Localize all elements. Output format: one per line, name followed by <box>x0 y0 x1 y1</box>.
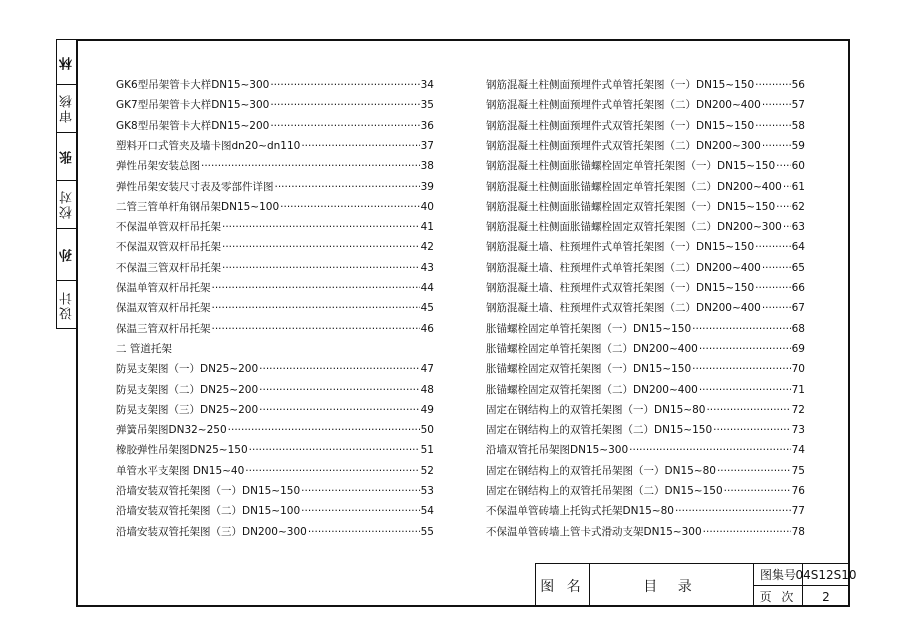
leader-dots <box>212 320 420 338</box>
leader-dots <box>301 137 419 155</box>
section-heading: 二 管道托架 <box>116 342 172 355</box>
contents-entry <box>116 137 434 155</box>
entry-page-number: 51 <box>420 444 434 457</box>
leader-dots <box>699 381 791 399</box>
contents-entry <box>486 523 805 541</box>
entry-title: 沿墙安装双管托架图（三）DN200~300 <box>116 525 307 538</box>
contents-entry <box>486 137 805 155</box>
leader-dots <box>270 117 419 135</box>
atlas-number-label: 图集号 <box>759 568 796 582</box>
entry-title: 胀锚螺栓固定单管托架图（一）DN15~150 <box>486 322 692 335</box>
entry-title: 保温单管双杆吊托架 <box>116 282 211 294</box>
entry-title: 钢筋混凝土柱侧面预埋件式双管托架图（二）DN200~300 <box>486 139 761 152</box>
entry-title: 不保温单管双杆吊托架 <box>116 221 221 234</box>
entry-title: 橡胶弹性吊架图DN25~150 <box>116 444 248 457</box>
contents-entry <box>116 299 434 317</box>
contents-entry <box>116 401 434 419</box>
leader-dots <box>259 381 419 399</box>
entry-title: 钢筋混凝土柱侧面预埋件式双管托架图（一）DN15~150 <box>486 119 755 132</box>
contents-entry <box>116 178 434 196</box>
leader-dots <box>762 259 791 277</box>
entry-title: 沿墙安装双管托架图（一）DN15~150 <box>116 485 301 497</box>
entry-title: 沿墙双管托吊架图DN15~300 <box>486 444 629 457</box>
leader-dots <box>222 218 420 236</box>
entry-title: 弹簧吊架图DN32~250 <box>116 424 227 437</box>
page-number-value: 2 <box>822 589 830 604</box>
entry-page-number: 64 <box>791 241 805 254</box>
entry-title: 钢筋混凝土墙、柱预埋件式双管托架图（一）DN15~150 <box>486 282 755 294</box>
contents-entry <box>116 218 434 236</box>
contents-entry <box>116 523 434 541</box>
entry-page-number: 72 <box>791 403 805 416</box>
leader-dots <box>706 401 790 419</box>
page-number-label: 页 次 <box>759 590 797 604</box>
entry-page-number: 44 <box>420 282 434 294</box>
entry-title: 固定在钢结构上的双管托架图（二）DN15~150 <box>486 424 713 437</box>
signature-strip <box>56 39 76 329</box>
entry-page-number: 66 <box>791 282 805 294</box>
entry-title: 钢筋混凝土柱侧面胀锚螺栓固定单管托架图（二）DN200~400 <box>486 180 782 193</box>
contents-entry <box>486 157 805 175</box>
leader-dots <box>776 157 790 175</box>
leader-dots <box>259 401 419 419</box>
leader-dots <box>762 299 791 317</box>
leader-dots <box>201 157 420 175</box>
entry-page-number: 49 <box>420 403 434 416</box>
leader-dots <box>762 96 791 114</box>
leader-dots <box>762 137 791 155</box>
contents-entry <box>116 441 434 459</box>
leader-dots <box>692 320 790 338</box>
entry-title: 钢筋混凝土柱侧面胀锚螺栓固定单管托架图（一）DN15~150 <box>486 160 776 173</box>
check-label: 校对 <box>59 189 75 219</box>
entry-page-number: 65 <box>791 261 805 274</box>
leader-dots <box>259 360 419 378</box>
contents-entry <box>486 462 805 480</box>
leader-dots <box>755 117 790 135</box>
entry-page-number: 47 <box>420 363 434 376</box>
entry-page-number: 38 <box>420 160 434 173</box>
contents-entry <box>486 279 805 297</box>
entry-page-number: 63 <box>791 221 805 234</box>
contents-entry <box>116 482 434 500</box>
leader-dots <box>755 279 790 297</box>
contents-entry <box>486 502 805 520</box>
entry-title: 弹性吊架安装尺寸表及零部件详图 <box>116 180 274 193</box>
entry-title: 钢筋混凝土柱侧面预埋件式单管托架图（二）DN200~400 <box>486 99 761 112</box>
contents-entry <box>486 96 805 114</box>
entry-page-number: 75 <box>791 464 805 477</box>
entry-title: 沿墙安装双管托架图（二）DN15~100 <box>116 505 301 518</box>
entry-page-number: 57 <box>791 99 805 112</box>
title-block <box>535 563 857 606</box>
entry-page-number: 62 <box>791 200 805 213</box>
contents-entry <box>116 238 434 256</box>
leader-dots <box>222 259 420 277</box>
entry-page-number: 35 <box>420 99 434 112</box>
entry-page-number: 70 <box>791 363 805 376</box>
entry-page-number: 55 <box>420 525 434 538</box>
leader-dots <box>275 178 420 196</box>
contents-entry <box>486 198 805 216</box>
contents-entry <box>116 198 434 216</box>
leader-dots <box>783 178 791 196</box>
signature-mark-review: 林 <box>59 54 75 70</box>
atlas-number-value: 04S12S10 <box>795 567 857 582</box>
entry-title: 固定在钢结构上的双管托架图（一）DN15~80 <box>486 403 706 416</box>
design-label: 设计 <box>59 290 75 320</box>
entry-title: 不保温单管砖墙上管卡式滑动支架DN15~300 <box>486 525 702 538</box>
leader-dots <box>755 238 790 256</box>
entry-title: 二管三管单杆角钢吊架DN15~100 <box>116 200 280 213</box>
entry-title: 胀锚螺栓固定双管托架图（一）DN15~150 <box>486 363 692 376</box>
entry-page-number: 41 <box>420 221 434 234</box>
entry-page-number: 43 <box>420 261 434 274</box>
leader-dots <box>755 76 790 94</box>
entry-title: 弹性吊架安装总图 <box>116 160 200 173</box>
contents-entry <box>486 482 805 500</box>
leader-dots <box>308 523 420 541</box>
contents-entry <box>116 157 434 175</box>
leader-dots <box>629 441 790 459</box>
entry-title: 固定在钢结构上的双管托吊架图（一）DN15~80 <box>486 464 716 477</box>
leader-dots <box>675 502 791 520</box>
entry-page-number: 60 <box>791 160 805 173</box>
entry-title: 不保温双管双杆吊托架 <box>116 241 221 254</box>
entry-title: 防晃支架图（三）DN25~200 <box>116 403 259 416</box>
entry-title: 胀锚螺栓固定双管托架图（二）DN200~400 <box>486 383 698 396</box>
contents-entry <box>116 462 434 480</box>
contents-entry <box>486 238 805 256</box>
leader-dots <box>703 523 791 541</box>
entry-title: 钢筋混凝土墙、柱预埋件式单管托架图（一）DN15~150 <box>486 241 755 254</box>
contents-entry <box>116 279 434 297</box>
leader-dots <box>783 218 791 236</box>
entry-title: 防晃支架图（二）DN25~200 <box>116 383 259 396</box>
entry-title: GK7型吊架管卡大样DN15~300 <box>116 99 270 112</box>
entry-title: 保温双管双杆吊托架 <box>116 302 211 315</box>
entry-page-number: 77 <box>791 505 805 518</box>
entry-title: GK8型吊架管卡大样DN15~200 <box>116 119 270 132</box>
leader-dots <box>212 299 420 317</box>
entry-title: 防晃支架图（一）DN25~200 <box>116 363 259 376</box>
entry-page-number: 67 <box>791 302 805 315</box>
entry-title: 不保温三管双杆吊托架 <box>116 261 221 274</box>
leader-dots <box>776 198 790 216</box>
leader-dots <box>713 421 790 439</box>
entry-page-number: 46 <box>420 322 434 335</box>
entry-page-number: 71 <box>791 383 805 396</box>
entry-page-number: 52 <box>420 464 434 477</box>
drawing-name-label: 图 名 <box>540 578 585 595</box>
contents-entry <box>486 421 805 439</box>
contents-entry <box>486 360 805 378</box>
entry-page-number: 40 <box>420 200 434 213</box>
signature-mark-check: 张 <box>59 148 75 164</box>
contents-entry <box>116 96 434 114</box>
contents-entry <box>116 76 434 94</box>
entry-title: 固定在钢结构上的双管托吊架图（二）DN15~150 <box>486 485 723 497</box>
entry-title: GK6型吊架管卡大样DN15~300 <box>116 79 270 91</box>
entry-title: 钢筋混凝土柱侧面胀锚螺栓固定双管托架图（一）DN15~150 <box>486 200 776 213</box>
contents-entry <box>486 117 805 135</box>
contents-entry <box>486 340 805 358</box>
entry-page-number: 61 <box>791 180 805 193</box>
contents-entry <box>486 218 805 236</box>
entry-page-number: 54 <box>420 505 434 518</box>
entry-page-number: 36 <box>420 119 434 132</box>
contents-entry <box>486 441 805 459</box>
contents-entry <box>116 259 434 277</box>
leader-dots <box>717 462 791 480</box>
entry-page-number: 34 <box>420 79 434 91</box>
entry-page-number: 45 <box>420 302 434 315</box>
leader-dots <box>301 482 419 500</box>
leader-dots <box>724 482 791 500</box>
leader-dots <box>222 238 420 256</box>
entry-page-number: 42 <box>420 241 434 254</box>
entry-page-number: 74 <box>791 444 805 457</box>
contents-entry <box>486 259 805 277</box>
entry-title: 胀锚螺栓固定单管托架图（二）DN200~400 <box>486 342 698 355</box>
leader-dots <box>699 340 791 358</box>
leader-dots <box>228 421 420 439</box>
entry-title: 钢筋混凝土柱侧面预埋件式单管托架图（一）DN15~150 <box>486 79 755 91</box>
entry-page-number: 53 <box>420 485 434 497</box>
entry-page-number: 73 <box>791 424 805 437</box>
signature-mark-design: 孙 <box>59 246 75 262</box>
entry-title: 钢筋混凝土柱侧面胀锚螺栓固定双管托架图（二）DN200~300 <box>486 221 782 234</box>
contents-entry <box>116 360 434 378</box>
entry-page-number: 78 <box>791 525 805 538</box>
drawing-name-value: 目 录 <box>643 578 700 595</box>
leader-dots <box>270 76 419 94</box>
contents-entry <box>116 381 434 399</box>
leader-dots <box>301 502 419 520</box>
entry-page-number: 69 <box>791 342 805 355</box>
entry-title: 塑料开口式管夹及墙卡图dn20~dn110 <box>116 139 301 152</box>
entry-page-number: 50 <box>420 424 434 437</box>
contents-entry <box>486 320 805 338</box>
entry-page-number: 56 <box>791 79 805 91</box>
contents-entry <box>116 502 434 520</box>
contents-entry <box>486 401 805 419</box>
entry-title: 不保温单管砖墙上托钩式托架DN15~80 <box>486 505 674 518</box>
leader-dots <box>280 198 419 216</box>
contents-entry <box>486 299 805 317</box>
contents-entry <box>116 421 434 439</box>
entry-page-number: 58 <box>791 119 805 132</box>
entry-page-number: 37 <box>420 139 434 152</box>
entry-page-number: 48 <box>420 383 434 396</box>
leader-dots <box>270 96 419 114</box>
entry-page-number: 39 <box>420 180 434 193</box>
entry-title: 单管水平支架图 DN15~40 <box>116 464 245 477</box>
entry-page-number: 59 <box>791 139 805 152</box>
contents-entry <box>486 381 805 399</box>
entry-page-number: 68 <box>791 322 805 335</box>
leader-dots <box>245 462 419 480</box>
leader-dots <box>249 441 420 459</box>
contents-entry <box>116 320 434 338</box>
entry-page-number: 76 <box>791 485 805 497</box>
contents-entry <box>116 117 434 135</box>
contents-entry <box>486 76 805 94</box>
leader-dots <box>212 279 420 297</box>
contents-entry <box>486 178 805 196</box>
entry-title: 保温三管双杆吊托架 <box>116 322 211 335</box>
entry-title: 钢筋混凝土墙、柱预埋件式双管托架图（二）DN200~400 <box>486 302 761 315</box>
leader-dots <box>692 360 790 378</box>
review-label: 审核 <box>59 93 75 123</box>
entry-title: 钢筋混凝土墙、柱预埋件式单管托架图（二）DN200~400 <box>486 261 761 274</box>
